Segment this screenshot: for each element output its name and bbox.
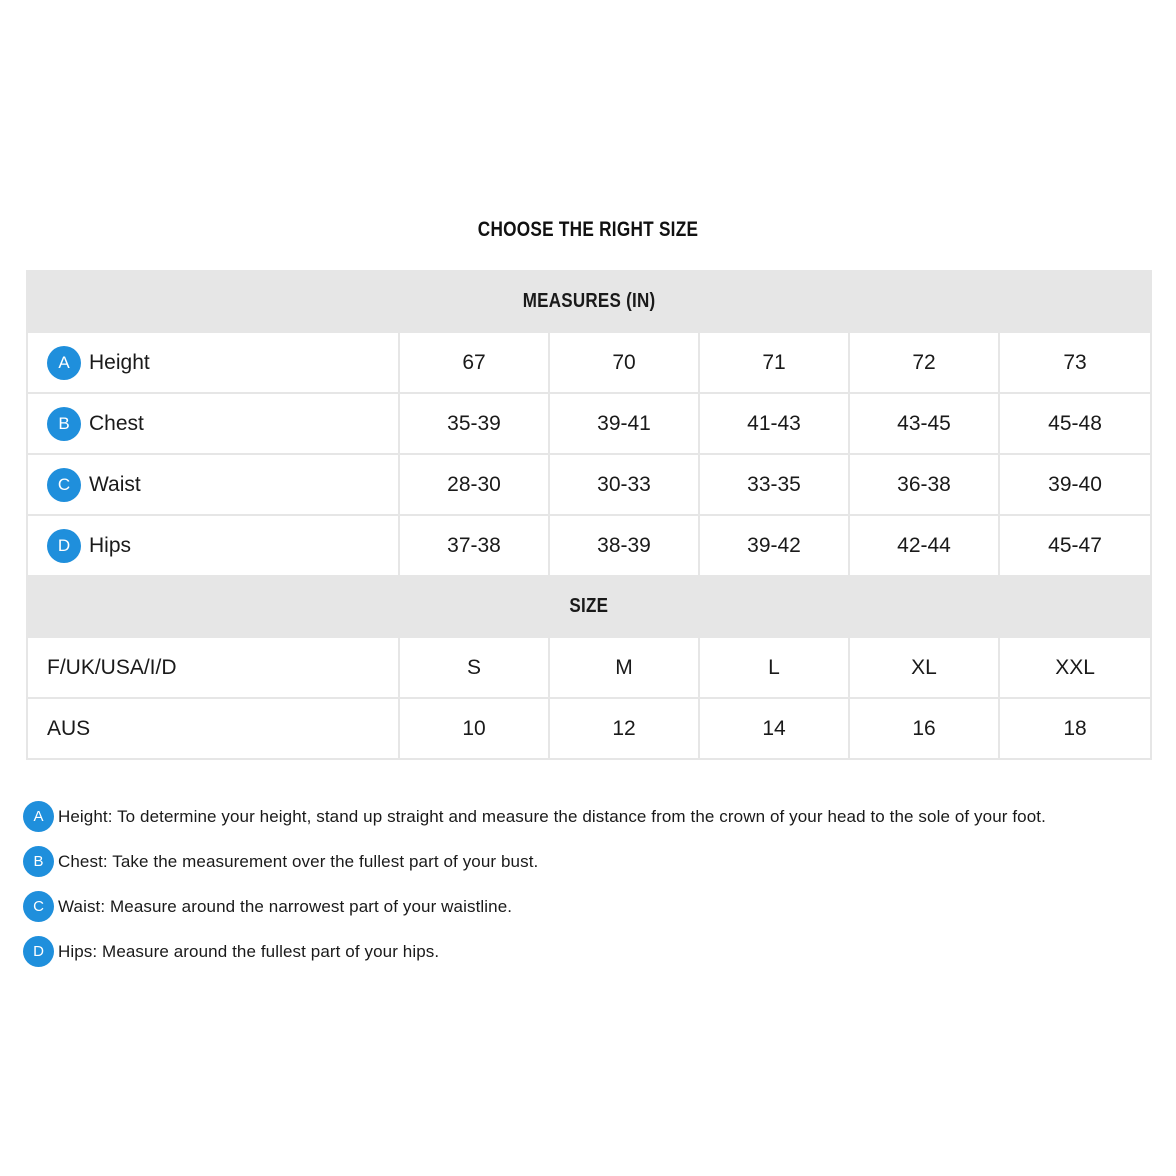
- size-row-aus: [27, 698, 1151, 759]
- size-header-label: SIZE: [569, 595, 609, 617]
- measure-value: 33-35: [699, 454, 849, 515]
- measure-value: 45-48: [999, 393, 1151, 454]
- size-value: M: [549, 637, 699, 698]
- measure-value: 67: [399, 332, 549, 393]
- note-hips: [23, 929, 1163, 974]
- measure-value: 42-44: [849, 515, 999, 576]
- note-waist: [23, 884, 1163, 929]
- measure-label: Height: [89, 350, 150, 374]
- measure-value: 70: [549, 332, 699, 393]
- badge-a-icon: A: [47, 346, 81, 380]
- measure-row-chest: [27, 393, 1151, 454]
- measure-row-hips: [27, 515, 1151, 576]
- size-value: S: [399, 637, 549, 698]
- note-text: Waist: Measure around the narrowest part of your waistline.: [58, 896, 513, 916]
- measurement-notes: [23, 794, 1163, 974]
- badge-b-icon: B: [23, 846, 54, 877]
- badge-c-icon: C: [47, 468, 81, 502]
- size-value: 14: [699, 698, 849, 759]
- size-label: AUS: [27, 698, 399, 759]
- measure-label: Hips: [89, 533, 132, 557]
- measure-label-cell: [27, 515, 399, 576]
- note-text: Hips: Measure around the fullest part of your hips.: [58, 941, 440, 961]
- measure-value: 39-41: [549, 393, 699, 454]
- note-height: [23, 794, 1163, 839]
- size-value: XXL: [999, 637, 1151, 698]
- measures-header-row: [27, 271, 1151, 332]
- measure-value: 30-33: [549, 454, 699, 515]
- measure-value: 72: [849, 332, 999, 393]
- note-text: Chest: Take the measurement over the fullest part of your bust.: [58, 851, 539, 871]
- measure-row-waist: [27, 454, 1151, 515]
- note-text: Height: To determine your height, stand up straight and measure the distance from the crown of your head to the sole of your foot.: [58, 806, 1046, 826]
- measure-value: 28-30: [399, 454, 549, 515]
- note-chest: [23, 839, 1163, 884]
- measure-value: 41-43: [699, 393, 849, 454]
- size-value: 18: [999, 698, 1151, 759]
- page-title: CHOOSE THE RIGHT SIZE: [477, 218, 699, 241]
- size-chart-table: [26, 270, 1152, 760]
- size-value: XL: [849, 637, 999, 698]
- measure-value: 38-39: [549, 515, 699, 576]
- measures-header: [27, 271, 1151, 332]
- size-value: L: [699, 637, 849, 698]
- size-header-row: [27, 576, 1151, 637]
- measure-value: 45-47: [999, 515, 1151, 576]
- size-row-eu: [27, 637, 1151, 698]
- measure-label-cell: [27, 454, 399, 515]
- measure-value: 43-45: [849, 393, 999, 454]
- badge-d-icon: D: [47, 529, 81, 563]
- measures-header-label: MEASURES (IN): [522, 290, 656, 312]
- badge-b-icon: B: [47, 407, 81, 441]
- size-value: 10: [399, 698, 549, 759]
- measure-value: 35-39: [399, 393, 549, 454]
- measure-value: 36-38: [849, 454, 999, 515]
- badge-c-icon: C: [23, 891, 54, 922]
- measure-label-cell: [27, 332, 399, 393]
- measure-value: 39-42: [699, 515, 849, 576]
- size-value: 12: [549, 698, 699, 759]
- measure-value: 39-40: [999, 454, 1151, 515]
- size-value: 16: [849, 698, 999, 759]
- measure-value: 71: [699, 332, 849, 393]
- measure-label: Chest: [89, 411, 144, 435]
- badge-d-icon: D: [23, 936, 54, 967]
- measure-label: Waist: [89, 472, 141, 496]
- measure-row-height: [27, 332, 1151, 393]
- measure-value: 37-38: [399, 515, 549, 576]
- size-header: [27, 576, 1151, 637]
- measure-label-cell: [27, 393, 399, 454]
- badge-a-icon: A: [23, 801, 54, 832]
- size-label: F/UK/USA/I/D: [27, 637, 399, 698]
- measure-value: 73: [999, 332, 1151, 393]
